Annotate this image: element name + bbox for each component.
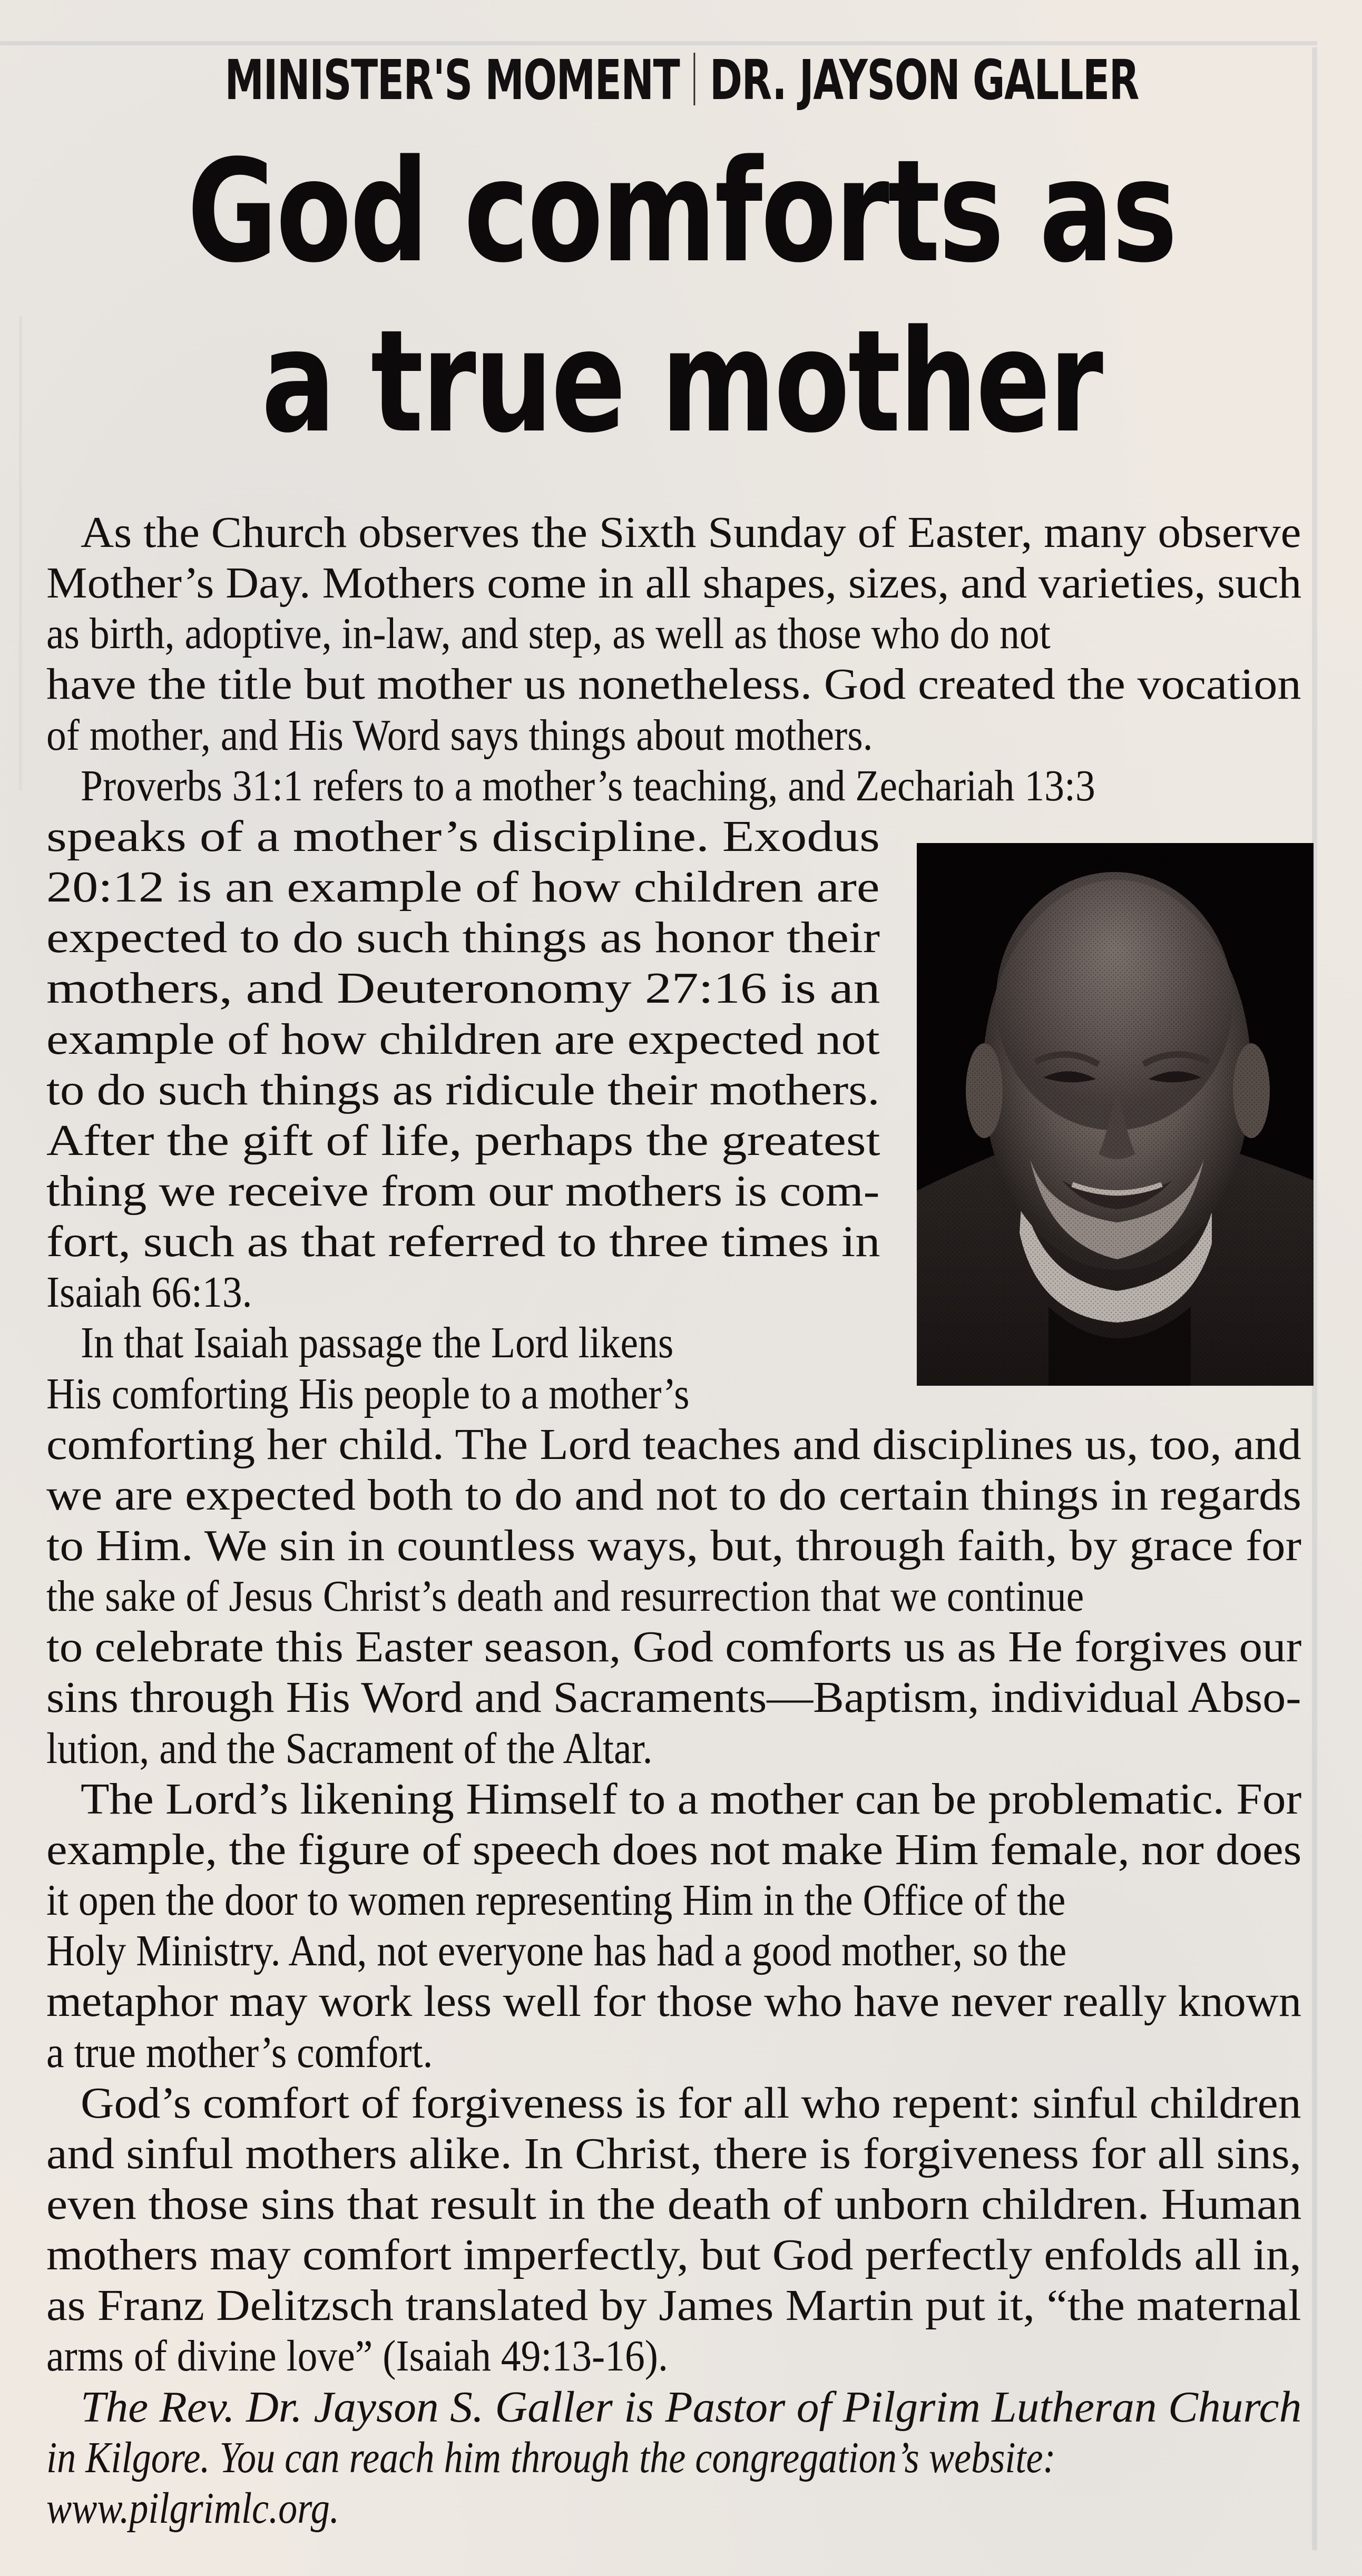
column-kicker [191, 48, 1172, 112]
body-line: fort, such as that referred to three times in [46, 1217, 880, 1267]
body-line: Isaiah 66:13. [46, 1268, 252, 1317]
body-line: example, the figure of speech does not make Him female, nor does [46, 1825, 1302, 1874]
kicker-divider [694, 53, 695, 105]
body-line: it open the door to women representing Him in the Office of the [46, 1876, 1066, 1925]
body-line: as Franz Delitzsch translated by James Martin put it, “the maternal [46, 2281, 1301, 2330]
portrait-photo-icon [917, 843, 1314, 1386]
body-line: expected to do such things as honor their [46, 913, 880, 963]
show-through-line [0, 41, 1317, 45]
body-line: thing we receive from our mothers is com- [46, 1166, 880, 1216]
column-name: MINISTER'S MOMENT [224, 48, 680, 112]
body-line: even those sins that result in the death of unborn children. Human [46, 2179, 1302, 2229]
body-line: Holy Ministry. And, not everyone has had a good mother, so the [46, 1926, 1067, 1976]
author-name: DR. JAYSON GALLER [709, 48, 1139, 112]
body-line: Proverbs 31:1 refers to a mother’s teaching, and Zechariah 13:3 [81, 761, 1095, 810]
body-line: arms of divine love” (Isaiah 49:13-16). [46, 2332, 668, 2381]
body-line: the sake of Jesus Christ’s death and resurrection that we continue [46, 1572, 1084, 1621]
body-line: His comforting His people to a mother’s [46, 1369, 690, 1418]
body-line: 20:12 is an example of how children are [46, 863, 880, 912]
body-line: comforting her child. The Lord teaches and disciplines us, too, and [46, 1419, 1301, 1469]
body-line: mothers, and Deuteronomy 27:16 is an [46, 964, 880, 1013]
body-line: God’s comfort of forgiveness is for all who repent: sinful children [81, 2078, 1301, 2128]
body-line: lution, and the Sacrament of the Altar. [46, 1723, 653, 1773]
body-line: example of how children are expected not [46, 1014, 880, 1064]
body-line: mothers may comfort imperfectly, but God perfectly enfolds all in, [46, 2230, 1301, 2280]
body-line: a true mother’s comfort. [46, 2028, 433, 2077]
author-bio-line: in Kilgore. You can reach him through the congregation’s website: [46, 2433, 1056, 2482]
body-line: of mother, and His Word says things about mothers. [46, 710, 873, 760]
body-line: The Lord’s likening Himself to a mother can be problematic. For [81, 1774, 1302, 1824]
body-line: as birth, adoptive, in-law, and step, as well as those who do not [46, 609, 1051, 659]
body-line: and sinful mothers alike. In Christ, there is forgiveness for all sins, [46, 2129, 1301, 2178]
headline-line-2: a true mother [261, 300, 1102, 464]
show-through-line [19, 316, 22, 790]
body-line: to Him. We sin in countless ways, but, through faith, by grace for [46, 1521, 1301, 1570]
author-bio-line[interactable]: www.pilgrimlc.org. [46, 2483, 339, 2533]
body-line: As the Church observes the Sixth Sunday of Easter, many observe [81, 508, 1301, 557]
author-bio-line: The Rev. Dr. Jayson S. Galler is Pastor of Pilgrim Lutheran Church [81, 2382, 1302, 2432]
body-line: Mother’s Day. Mothers come in all shapes, sizes, and varieties, such [46, 559, 1302, 608]
body-line: sins through His Word and Sacraments—Baptism, individual Abso- [46, 1673, 1301, 1722]
body-line: to do such things as ridicule their mothers. [46, 1065, 880, 1114]
body-line: After the gift of life, perhaps the greatest [46, 1115, 880, 1165]
body-line: have the title but mother us nonetheless. God created the vocation [46, 660, 1301, 709]
body-line: speaks of a mother’s discipline. Exodus [46, 811, 880, 861]
body-line: metaphor may work less well for those who have never really known [46, 1977, 1302, 2026]
body-line: In that Isaiah passage the Lord likens [81, 1318, 674, 1368]
author-portrait-photo [917, 843, 1314, 1386]
headline-line-1: God comforts as [187, 130, 1176, 294]
body-line: to celebrate this Easter season, God comforts us as He forgives our [46, 1622, 1302, 1672]
body-line: we are expected both to do and not to do certain things in regards [46, 1470, 1302, 1520]
